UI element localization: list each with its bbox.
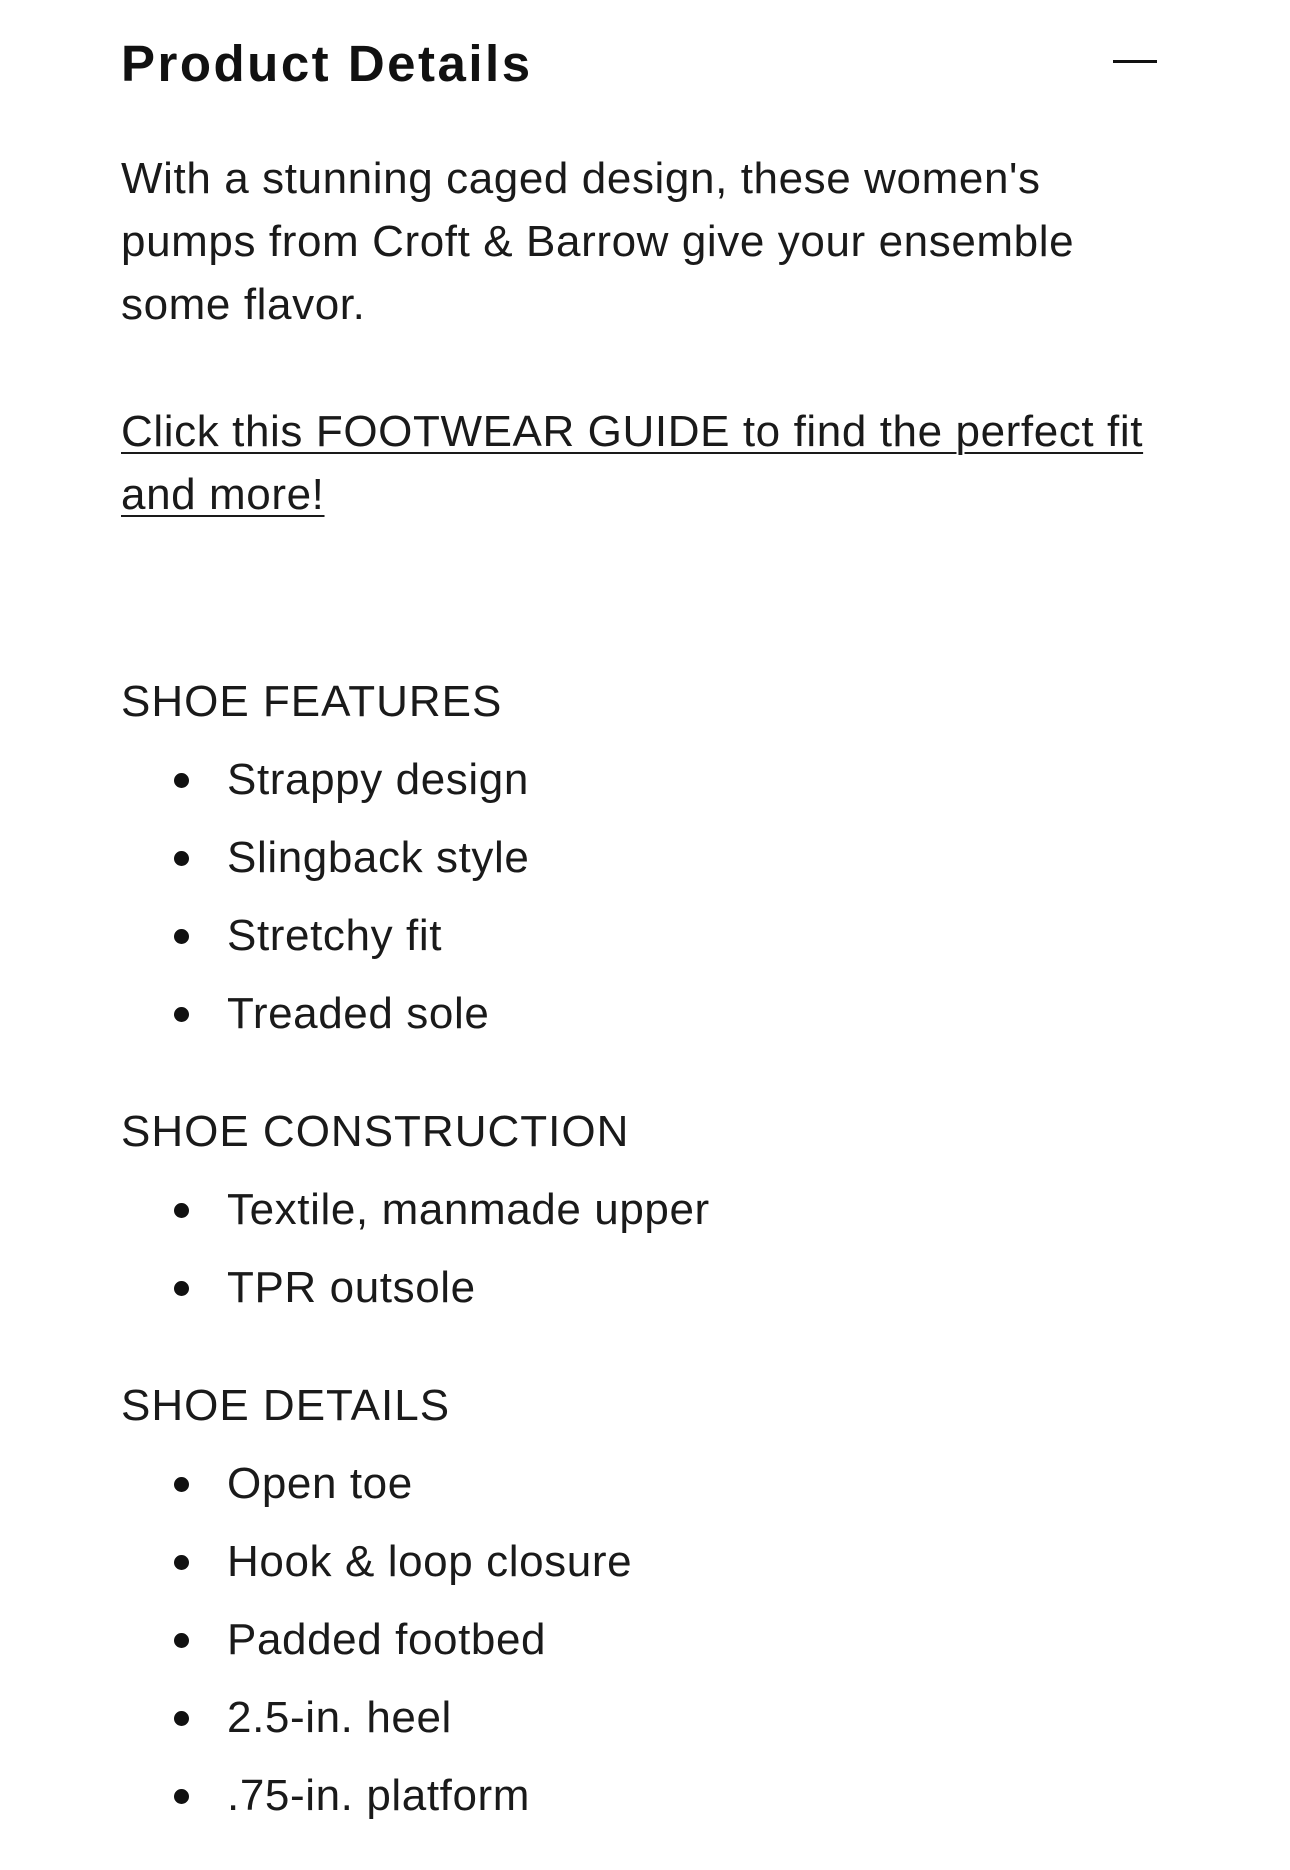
list-item-label: Padded footbed <box>227 1615 547 1664</box>
bullet-icon <box>174 1477 189 1492</box>
bullet-icon <box>174 1203 189 1218</box>
minus-icon <box>1113 60 1157 63</box>
list-item <box>121 1601 1161 1679</box>
list-item-label: Stretchy fit <box>227 911 443 960</box>
bullet-icon <box>174 1633 189 1648</box>
bullet-icon <box>174 773 189 788</box>
footwear-guide-link[interactable]: Click this FOOTWEAR GUIDE to find the perfect fit and more! <box>121 407 1144 519</box>
product-details-header[interactable] <box>121 0 1161 130</box>
list-item <box>121 975 1161 1053</box>
section-title: SHOE CONSTRUCTION <box>121 1107 630 1156</box>
list-item <box>121 741 1161 819</box>
product-details-title: Product Details <box>121 35 533 92</box>
list-item <box>121 1679 1161 1757</box>
section-title: SHOE DETAILS <box>121 1381 451 1430</box>
list-item-label: Hook & loop closure <box>227 1537 633 1586</box>
list-item <box>121 819 1161 897</box>
list-item <box>121 1757 1161 1835</box>
list-item-label: Strappy design <box>227 755 529 804</box>
list-item <box>121 1249 1161 1327</box>
section-title: SHOE FEATURES <box>121 677 503 726</box>
list-item <box>121 897 1161 975</box>
bullet-icon <box>174 851 189 866</box>
bullet-icon <box>174 1007 189 1022</box>
details-list <box>121 1445 1161 1835</box>
list-item-label: Treaded sole <box>227 989 490 1038</box>
product-details-panel <box>121 0 1161 1835</box>
list-item-label: Open toe <box>227 1459 413 1508</box>
list-item <box>121 1445 1161 1523</box>
list-item-label: TPR outsole <box>227 1263 476 1312</box>
feature-list <box>121 741 1161 1053</box>
list-item-label: 2.5-in. heel <box>227 1693 452 1742</box>
collapse-button[interactable] <box>1105 40 1161 84</box>
shoe-features-section <box>121 663 1161 1053</box>
list-item <box>121 1523 1161 1601</box>
bullet-icon <box>174 1789 189 1804</box>
list-item-label: .75-in. platform <box>227 1771 531 1820</box>
bullet-icon <box>174 929 189 944</box>
bullet-icon <box>174 1711 189 1726</box>
list-item-label: Slingback style <box>227 833 530 882</box>
product-description: With a stunning caged design, these women's pumps from Croft & Barrow give your ensemble some flavor. <box>121 154 1075 329</box>
bullet-icon <box>174 1555 189 1570</box>
list-item <box>121 1171 1161 1249</box>
list-item-label: Textile, manmade upper <box>227 1185 710 1234</box>
shoe-construction-section <box>121 1093 1161 1327</box>
shoe-details-section <box>121 1367 1161 1835</box>
construction-list <box>121 1171 1161 1327</box>
bullet-icon <box>174 1281 189 1296</box>
